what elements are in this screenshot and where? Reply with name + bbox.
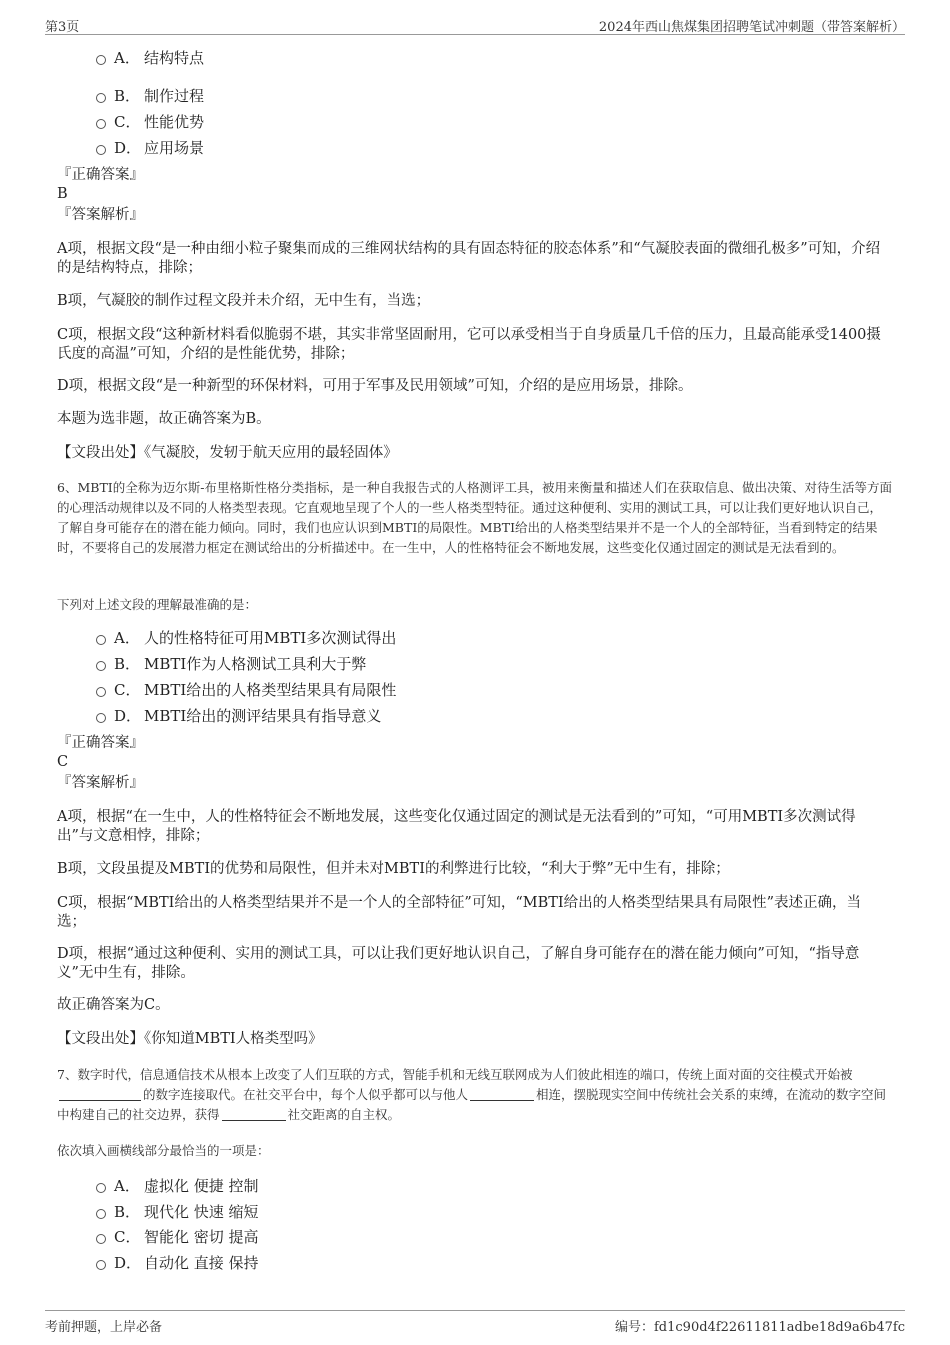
q6-analysis-c: C项，根据“MBTI给出的人格类型结果并不是一个人的全部特征”可知，“MBTI给出的人格类型结果具有局限性”表述正确，当选； [57,895,862,930]
q6-option-b[interactable]: B． MBTI作为人格测试工具利大于弊 [96,654,366,674]
document-title: 2024年西山焦煤集团招聘笔试冲刺题（带答案解析） [598,20,905,35]
q5-analysis-c: C项，根据文段“这种新材料看似脆弱不堪，其实非常坚固耐用，它可以承受相当于自身质量几千倍的压力，且最高能承受1400摄氏度的高温”可知，介绍的是性能优势，排除； [57,327,881,362]
blank-1 [59,1087,141,1101]
radio-icon[interactable] [96,55,106,65]
q6-option-c[interactable]: C． MBTI给出的人格类型结果具有局限性 [96,680,396,700]
radio-icon[interactable] [96,713,106,723]
q5-conclusion: 本题为选非题，故正确答案为B。 [57,411,271,427]
q5-analysis-d: D项，根据文段“是一种新型的环保材料，可用于军事及民用领域”可知，介绍的是应用场景，排除。 [57,378,693,394]
page-header [45,14,905,35]
radio-icon[interactable] [96,93,106,103]
q6-option-d[interactable]: D． MBTI给出的测评结果具有指导意义 [96,706,381,726]
radio-icon[interactable] [96,687,106,697]
q6-analysis-d: D项，根据“通过这种便利、实用的测试工具，可以让我们更好地认识自己，了解自身可能存在的潜在能力倾向”可知，“指导意义”无中生有，排除。 [57,946,860,981]
radio-icon[interactable] [96,1183,106,1193]
q6-analysis-b: B项，文段虽提及MBTI的优势和局限性，但并未对MBTI的利弊进行比较，“利大于弊”无中生有，排除； [57,861,730,877]
q7-option-c[interactable]: C． 智能化 密切 提高 [96,1227,259,1247]
radio-icon[interactable] [96,145,106,155]
q6-answer-label: 『正确答案』 [57,735,144,751]
q5-answer: B [57,186,68,202]
q6-answer: C [57,754,69,770]
q6-prompt: 下列对上述文段的理解最准确的是： [57,597,258,612]
q5-analysis-a: A项，根据文段“是一种由细小粒子聚集而成的三维网状结构的具有固态特征的胶态体系”和“气凝胶表面的微细孔极多”可知，介绍的是结构特点，排除； [57,241,881,276]
q5-source: 【文段出处】《气凝胶，发轫于航天应用的最轻固体》 [57,445,398,461]
page-number: 第3页 [45,20,80,35]
q5-option-b[interactable]: B． 制作过程 [96,86,204,106]
q6-conclusion: 故正确答案为C。 [57,997,170,1013]
q5-analysis-b: B项，气凝胶的制作过程文段并未介绍，无中生有，当选； [57,293,431,309]
page-footer [45,1310,905,1335]
blank-2 [470,1087,534,1101]
q6-option-a[interactable]: A． 人的性格特征可用MBTI多次测试得出 [96,628,396,648]
radio-icon[interactable] [96,119,106,129]
radio-icon[interactable] [96,1209,106,1219]
q7-option-d[interactable]: D． 自动化 直接 保持 [96,1253,259,1273]
q5-answer-label: 『正确答案』 [57,167,144,183]
q7-option-b[interactable]: B． 现代化 快速 缩短 [96,1202,259,1222]
radio-icon[interactable] [96,661,106,671]
q6-stem: 6、MBTI的全称为迈尔斯-布里格斯性格分类指标，是一种自我报告式的人格测评工具，被用来衡量和描述人们在获取信息、做出决策、对待生活等方面的心理活动规律以及不同的人格类型表现。它直观地呈现了个人的一些人格类型特征。通过这种便利、实用的测试工具，可以让我们更好地认识自己，了解自身可能存在的潜在能力倾向。同时，我们也应认识到MBTI的局限性。MBTI给出的人格类型结果并不是一个人的全部特征，当看到特定的结果时，不要将自己的发展潜力框定在测试给出的分析描述中。在一生中，人的性格特征会不断地发展，这些变化仅通过固定的测试是无法看到的。 [57,480,892,555]
q6-analysis-a: A项，根据“在一生中，人的性格特征会不断地发展，这些变化仅通过固定的测试是无法看到的”可知，“可用MBTI多次测试得出”与文意相悖，排除； [57,809,856,844]
document-id: 编号：fd1c90d4f22611811adbe18d9a6b47fc [615,1320,905,1335]
q7-option-a[interactable]: A． 虚拟化 便捷 控制 [96,1176,259,1196]
radio-icon[interactable] [96,635,106,645]
footer-slogan: 考前押题，上岸必备 [45,1320,163,1335]
q6-source: 【文段出处】《你知道MBTI人格类型吗》 [57,1031,323,1047]
q5-option-a[interactable]: A． 结构特点 [96,48,204,68]
radio-icon[interactable] [96,1260,106,1270]
q7-stem: 7、数字时代，信息通信技术从根本上改变了人们互联的方式，智能手机和无线互联网成为人们彼此相连的端口，传统上面对面的交往模式开始被的数字连接取代。在社交平台中，每个人似乎都可以与他人 相连，摆脱现实空间中传统社会关系的束缚，在流动的数字空间中构建自己的社交边界，获得 社交距离的自主权。 [57,1067,887,1122]
blank-3 [222,1107,286,1121]
q5-option-c[interactable]: C． 性能优势 [96,112,204,132]
q7-prompt: 依次填入画横线部分最恰当的一项是： [57,1143,270,1158]
radio-icon[interactable] [96,1234,106,1244]
q5-option-d[interactable]: D． 应用场景 [96,138,204,158]
q5-analysis-label: 『答案解析』 [57,207,144,223]
q6-analysis-label: 『答案解析』 [57,775,144,791]
